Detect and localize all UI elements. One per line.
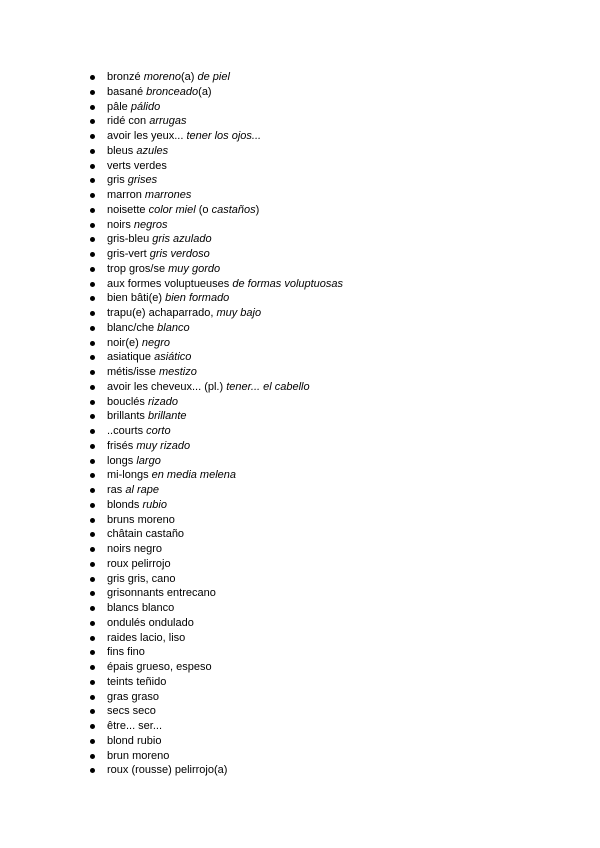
bullet-icon — [90, 193, 95, 198]
list-item — [90, 321, 570, 336]
list-item — [90, 277, 570, 292]
spanish-term: de formas voluptuosas — [232, 277, 344, 290]
bullet-icon — [90, 252, 95, 257]
entry-text: aux formes voluptueuses — [107, 277, 233, 290]
entry-text: secs seco — [107, 705, 156, 718]
list-item — [90, 660, 570, 675]
bullet-icon — [90, 562, 95, 567]
bullet-icon — [90, 636, 95, 641]
list-item — [90, 616, 570, 631]
list-item — [90, 483, 570, 498]
bullet-icon — [90, 237, 95, 242]
bullet-icon — [90, 444, 95, 449]
bullet-icon — [90, 547, 95, 552]
spanish-term: gris azulado — [152, 233, 212, 246]
spanish-term: bronceado — [146, 85, 199, 98]
entry-text: bronzé — [107, 71, 144, 83]
list-item — [90, 513, 570, 528]
entry-text: teints teñido — [107, 675, 167, 688]
spanish-term: castaños — [211, 203, 256, 216]
spanish-term: blanco — [157, 321, 190, 334]
entry-text: bleus — [107, 144, 137, 157]
entry-text: épais grueso, espeso — [107, 661, 212, 673]
entry-text: roux (rousse) pelirrojo(a) — [107, 764, 228, 777]
bullet-icon — [90, 429, 95, 434]
list-item — [90, 409, 570, 424]
bullet-icon — [90, 326, 95, 331]
list-item — [90, 763, 570, 778]
list-item — [90, 690, 570, 705]
list-item — [90, 159, 570, 174]
entry-text: grisonnants entrecano — [107, 587, 216, 600]
entry-text: être... ser... — [107, 720, 163, 732]
spanish-term: arrugas — [149, 115, 187, 128]
spanish-term: muy bajo — [216, 307, 262, 319]
spanish-term: azules — [136, 144, 169, 157]
bullet-icon — [90, 709, 95, 714]
entry-text: noirs — [107, 218, 134, 231]
spanish-term: al rape — [125, 484, 159, 496]
bullet-icon — [90, 459, 95, 464]
spanish-term: grises — [127, 174, 158, 187]
bullet-icon — [90, 355, 95, 360]
entry-text: trop gros/se — [107, 262, 169, 275]
entry-text: ..courts — [107, 425, 147, 437]
spanish-term: asiático — [154, 351, 192, 364]
list-item — [90, 203, 570, 218]
entry-text: ras — [107, 484, 126, 496]
spanish-term: mestizo — [158, 366, 197, 378]
entry-text: avoir les cheveux... (pl.) — [107, 380, 227, 393]
entry-text: brun moreno — [107, 749, 170, 762]
bullet-icon — [90, 178, 95, 183]
bullet-icon — [90, 267, 95, 272]
list-item — [90, 262, 570, 277]
list-item — [90, 424, 570, 439]
entry-text: bien bâti(e) — [107, 292, 166, 305]
list-item — [90, 734, 570, 749]
spanish-term: bien formado — [165, 292, 230, 305]
list-item — [90, 439, 570, 454]
entry-text: basané — [107, 85, 147, 98]
entry-text: frisés — [107, 439, 137, 452]
bullet-icon — [90, 695, 95, 700]
list-item — [90, 365, 570, 380]
entry-text: (o — [195, 203, 212, 216]
entry-text: brillants — [107, 410, 148, 423]
list-item — [90, 572, 570, 587]
entry-text: trapu(e) achaparrado, — [107, 307, 217, 319]
spanish-term: corto — [146, 425, 171, 437]
bullet-icon — [90, 208, 95, 213]
list-item — [90, 557, 570, 572]
entry-text: raides lacio, liso — [107, 631, 186, 644]
entry-text: blonds — [107, 498, 143, 511]
entry-text: pâle — [107, 100, 131, 113]
list-item — [90, 291, 570, 306]
list-item — [90, 380, 570, 395]
vocabulary-list — [90, 70, 570, 778]
entry-text: bouclés — [107, 395, 148, 408]
spanish-term: pálido — [130, 100, 161, 113]
bullet-icon — [90, 311, 95, 316]
bullet-icon — [90, 134, 95, 139]
list-item — [90, 601, 570, 616]
spanish-term: moreno — [143, 71, 181, 83]
list-item — [90, 468, 570, 483]
bullet-icon — [90, 768, 95, 773]
entry-text: gris gris, cano — [107, 572, 176, 585]
entry-text: métis/isse — [107, 366, 159, 378]
entry-text: châtain castaño — [107, 528, 185, 541]
bullet-icon — [90, 400, 95, 405]
entry-text: gris — [107, 174, 128, 187]
spanish-term: gris verdoso — [149, 248, 210, 260]
bullet-icon — [90, 105, 95, 110]
bullet-icon — [90, 90, 95, 95]
bullet-icon — [90, 665, 95, 670]
spanish-term: marrones — [144, 189, 192, 201]
list-item — [90, 306, 570, 321]
bullet-icon — [90, 341, 95, 346]
bullet-icon — [90, 223, 95, 228]
spanish-term: negro — [141, 336, 170, 349]
spanish-term: en media melena — [151, 469, 237, 482]
list-item — [90, 498, 570, 513]
list-item — [90, 188, 570, 203]
entry-text: marron — [107, 189, 145, 201]
spanish-term: rubio — [142, 498, 167, 511]
list-item — [90, 527, 570, 542]
bullet-icon — [90, 370, 95, 375]
bullet-icon — [90, 621, 95, 626]
entry-text: (a) — [198, 85, 212, 98]
spanish-term: largo — [136, 454, 161, 467]
entry-text: asiatique — [107, 351, 155, 364]
list-item — [90, 144, 570, 159]
entry-text: (a) — [181, 71, 198, 83]
spanish-term: muy gordo — [168, 262, 221, 275]
list-item — [90, 129, 570, 144]
entry-text: blanc/che — [107, 321, 158, 334]
entry-text: gris-bleu — [107, 233, 153, 246]
spanish-term: tener... el cabello — [226, 380, 310, 393]
bullet-icon — [90, 754, 95, 759]
list-item — [90, 631, 570, 646]
spanish-term: brillante — [147, 410, 187, 423]
list-item — [90, 100, 570, 115]
entry-text: bruns moreno — [107, 513, 175, 526]
entry-text: noisette — [107, 203, 149, 216]
list-item — [90, 704, 570, 719]
entry-text: blond rubio — [107, 734, 162, 747]
bullet-icon — [90, 75, 95, 80]
list-item — [90, 454, 570, 469]
entry-text: ) — [255, 203, 260, 216]
list-item — [90, 395, 570, 410]
list-item — [90, 173, 570, 188]
list-item — [90, 719, 570, 734]
bullet-icon — [90, 149, 95, 154]
bullet-icon — [90, 739, 95, 744]
list-item — [90, 586, 570, 601]
entry-text: noirs negro — [107, 543, 163, 555]
list-item — [90, 749, 570, 764]
entry-text: fins fino — [107, 646, 145, 659]
list-item — [90, 70, 570, 85]
list-item — [90, 218, 570, 233]
bullet-icon — [90, 532, 95, 537]
bullet-icon — [90, 518, 95, 523]
entry-text: gris-vert — [107, 248, 150, 260]
list-item — [90, 85, 570, 100]
bullet-icon — [90, 680, 95, 685]
entry-text: blancs blanco — [107, 602, 175, 614]
entry-text: verts verdes — [107, 159, 167, 172]
entry-text: gras graso — [107, 690, 159, 703]
bullet-icon — [90, 503, 95, 508]
bullet-icon — [90, 282, 95, 287]
bullet-icon — [90, 414, 95, 419]
list-item — [90, 675, 570, 690]
bullet-icon — [90, 724, 95, 729]
bullet-icon — [90, 488, 95, 493]
spanish-term: rizado — [147, 395, 178, 408]
spanish-term: negros — [133, 218, 168, 231]
bullet-icon — [90, 473, 95, 478]
entry-text: mi-longs — [107, 469, 152, 482]
entry-text: roux pelirrojo — [107, 557, 171, 570]
entry-text: noir(e) — [107, 336, 142, 349]
entry-text: ridé con — [107, 115, 150, 128]
spanish-term: muy rizado — [136, 439, 191, 452]
list-item — [90, 350, 570, 365]
list-item — [90, 645, 570, 660]
list-item — [90, 232, 570, 247]
bullet-icon — [90, 385, 95, 390]
list-item — [90, 114, 570, 129]
entry-text: ondulés ondulado — [107, 616, 194, 629]
bullet-icon — [90, 577, 95, 582]
spanish-term: de piel — [197, 71, 230, 83]
bullet-icon — [90, 650, 95, 655]
bullet-icon — [90, 591, 95, 596]
bullet-icon — [90, 296, 95, 301]
list-item — [90, 247, 570, 262]
spanish-term: color miel — [148, 203, 196, 216]
list-item — [90, 542, 570, 557]
entry-text: avoir les yeux... — [107, 130, 187, 142]
entry-text: longs — [107, 454, 137, 467]
bullet-icon — [90, 164, 95, 169]
spanish-term: tener los ojos... — [186, 130, 262, 142]
bullet-icon — [90, 606, 95, 611]
list-item — [90, 336, 570, 351]
bullet-icon — [90, 119, 95, 124]
